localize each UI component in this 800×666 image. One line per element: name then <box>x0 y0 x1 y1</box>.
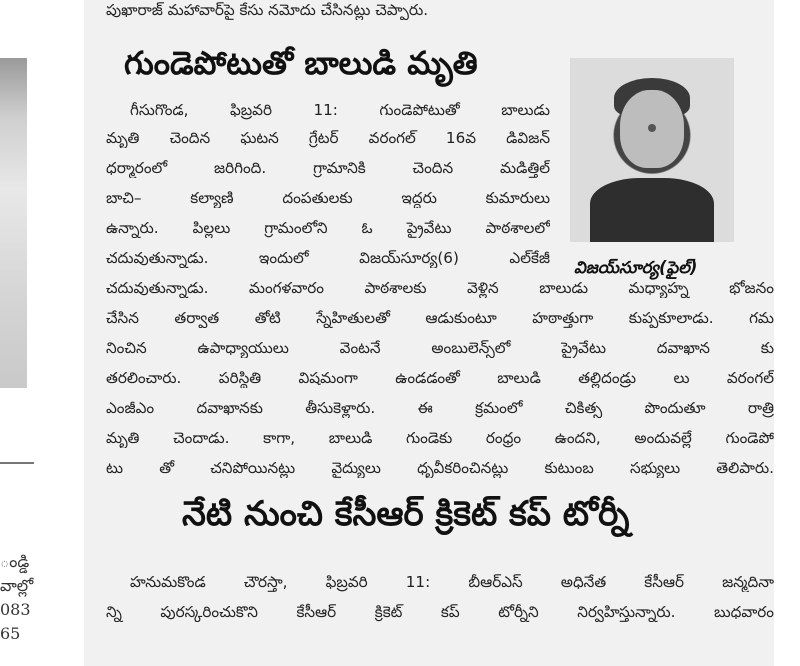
article-text-line: న్ని పురస్కరించుకొని కేసీఆర్ క్రికెట్ కప్ టోర్నీని నిర్వహిస్తున్నారు. బుధవారం <box>106 603 774 621</box>
article-text-line: బాచి– కల్యాణి దంపతులకు ఇద్దరు కుమారులు <box>106 189 550 207</box>
article-photo <box>570 58 734 242</box>
article-text-line: చదువుతున్నాడు. మంగళవారం పాఠశాలకు వెళ్లిన బాలుడు మధ్యాహ్న భోజనం <box>106 279 774 297</box>
portrait-bindi <box>648 124 656 132</box>
photo-caption: విజయ్‌సూర్య(ఫైల్) <box>574 258 698 277</box>
left-column-fragment: వాల్లో <box>0 576 34 595</box>
article-text-line: పుఖారాజ్ మహావార్‌పై కేసు నమోదు చేసినట్లు చెప్పారు. <box>106 1 429 19</box>
article-text-line: చేసిన తర్వాత తోటి స్నేహితులతో ఆడుకుంటూ హఠాత్తుగా కుప్పకూలాడు. గమ <box>106 309 774 327</box>
left-column-fragment: 083 <box>0 600 31 619</box>
article-text-line: ధర్మారంలో జరిగింది. గ్రామానికి చెందిన మడిత్తిల్ <box>106 159 550 177</box>
left-column-fragment: 65 <box>0 624 21 643</box>
article-text-line: హనుమకొండ చౌరస్తా, ఫిబ్రవరి 11: బీఆర్‌ఎస్ అధినేత కేసీఆర్ జన్మదినా <box>130 573 774 591</box>
portrait-shirt <box>590 178 714 242</box>
left-column-fragment: ండ్డి <box>0 552 30 571</box>
article-text-line: తరలించారు. పరిస్థితి విషమంగా ఉండడంతో బాలుడి తల్లిదండ్రు లు వరంగల్ <box>106 369 774 387</box>
article-text-line: మృతి చెందాడు. కాగా, బాలుడి గుండెకు రంధ్రం ఉందని, అందువల్లే గుండెపో <box>106 429 774 447</box>
article-text-line: గీసుగొండ, ఫిబ్రవరి 11: గుండెపోటుతో బాలుడు <box>130 101 550 119</box>
article-text-line: ఎంజీఎం దవాఖానకు తీసుకెళ్లారు. ఈ క్రమంలో చికిత్స పొందుతూ రాత్రి <box>106 399 774 417</box>
left-column-photo <box>0 58 27 388</box>
news-column <box>84 0 774 666</box>
article-text-line: టు తో చనిపోయినట్లు వైద్యులు ధృవీకరించినట్లు కుటుంబ సభ్యులు తెలిపారు. <box>106 459 774 477</box>
article-text-line: చదువుతున్నాడు. ఇందులో విజయ్‌సూర్య(6) ఎల్‌కేజీ <box>106 249 550 267</box>
article-text-line: నించిన ఉపాధ్యాయులు వెంటనే అంబులెన్స్‌లో ప్రైవేటు దవాఖాన కు <box>106 339 774 357</box>
column-divider <box>0 462 34 464</box>
article-headline: నేటి నుంచి కేసీఆర్ క్రికెట్ కప్ టోర్నీ <box>182 494 630 534</box>
left-column-clip <box>0 0 46 666</box>
article-text-line: మృతి చెందిన ఘటన గ్రేటర్ వరంగల్ 16వ డివిజన్ <box>106 129 550 147</box>
article-text-line: ఉన్నారు. పిల్లలు గ్రామంలోని ఓ ప్రైవేటు పాఠశాలలో <box>106 219 550 237</box>
article-headline: గుండెపోటుతో బాలుడి మృతి <box>124 44 478 82</box>
